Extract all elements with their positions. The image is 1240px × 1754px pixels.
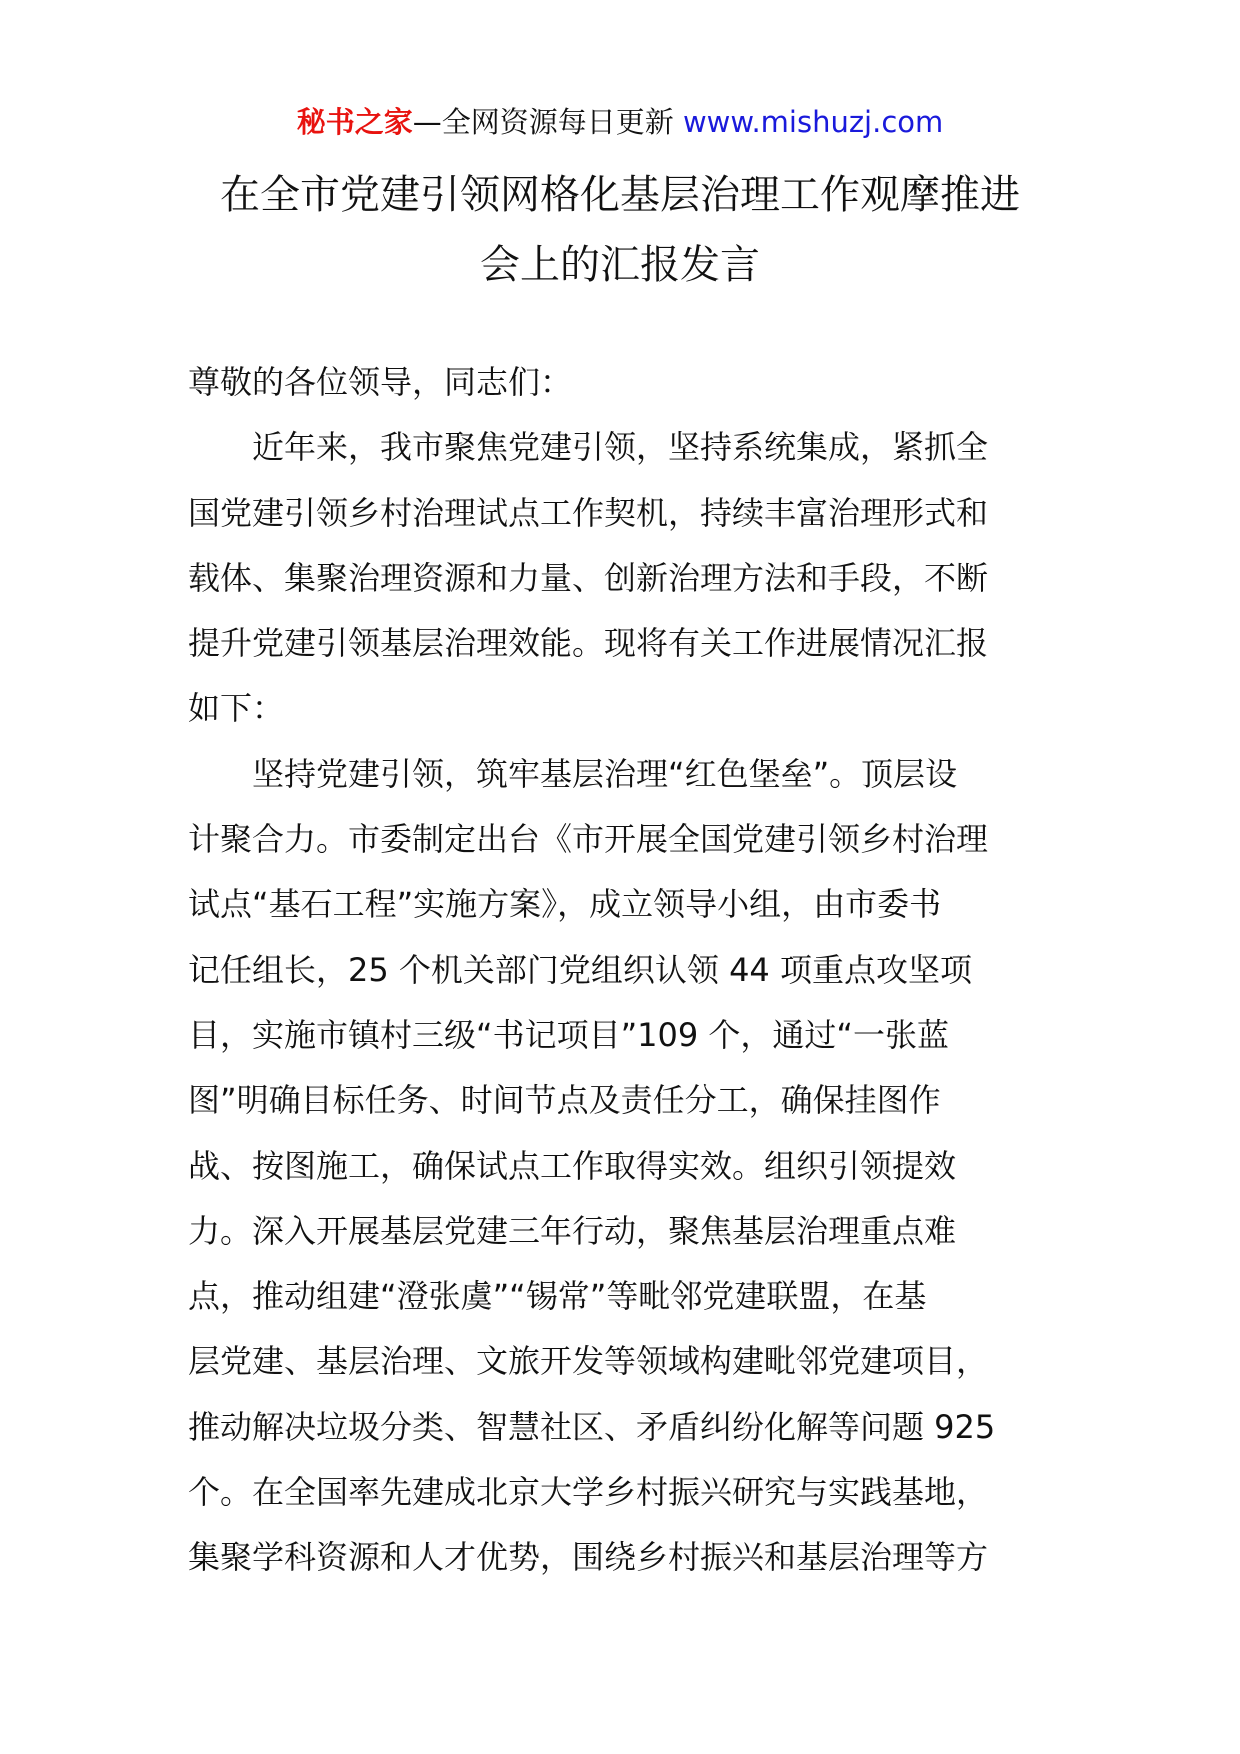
paragraph-line: 个。在全国率先建成北京大学乡村振兴研究与实践基地， <box>188 1473 989 1512</box>
document-body <box>188 350 1068 1591</box>
brand-name: 秘书之家 <box>296 105 413 139</box>
paragraph-line: 坚持党建引领，筑牢基层治理“红色堡垒”。顶层设 <box>252 754 958 793</box>
paragraph-line: 力。深入开展基层党建三年行动，聚焦基层治理重点难 <box>188 1211 957 1250</box>
salutation: 尊敬的各位领导，同志们： <box>188 363 573 401</box>
paragraph-line: 推动解决垃圾分类、智慧社区、矛盾纠纷化解等问题 925 <box>188 1407 996 1446</box>
paragraph-line: 载体、集聚治理资源和力量、创新治理方法和手段，不断 <box>188 558 989 597</box>
site-header <box>0 100 1240 144</box>
paragraph-line: 国党建引领乡村治理试点工作契机，持续丰富治理形式和 <box>188 493 989 532</box>
paragraph-line: 点，推动组建“澄张虞”“锡常”等毗邻党建联盟，在基 <box>188 1277 927 1316</box>
document-title <box>150 160 1090 300</box>
paragraph-line: 图”明确目标任务、时间节点及责任分工，确保挂图作 <box>188 1081 941 1120</box>
paragraph-line: 层党建、基层治理、文旅开发等领域构建毗邻党建项目， <box>188 1342 989 1381</box>
title-line-2: 会上的汇报发言 <box>480 242 760 288</box>
paragraph-line: 近年来，我市聚焦党建引领，坚持系统集成，紧抓全 <box>252 428 989 467</box>
paragraph-line: 如下： <box>188 689 285 728</box>
paragraph-line: 提升党建引领基层治理效能。现将有关工作进展情况汇报 <box>188 624 989 663</box>
site-url-link[interactable]: www.mishuzj.com <box>682 105 944 139</box>
paragraph-line: 计聚合力。市委制定出台《市开展全国党建引领乡村治理 <box>188 820 989 859</box>
paragraph-line: 集聚学科资源和人才优势，围绕乡村振兴和基层治理等方 <box>188 1538 989 1577</box>
header-tagline: —全网资源每日更新 <box>412 105 683 139</box>
title-line-1: 在全市党建引领网格化基层治理工作观摩推进 <box>220 172 1020 218</box>
paragraph-line: 记任组长，25 个机关部门党组织认领 44 项重点攻坚项 <box>188 950 972 989</box>
paragraph-line: 试点“基石工程”实施方案》，成立领导小组，由市委书 <box>188 885 942 924</box>
paragraph-line: 目，实施市镇村三级“书记项目”109 个，通过“一张蓝 <box>188 1015 949 1054</box>
paragraph-line: 战、按图施工，确保试点工作取得实效。组织引领提效 <box>188 1146 957 1185</box>
